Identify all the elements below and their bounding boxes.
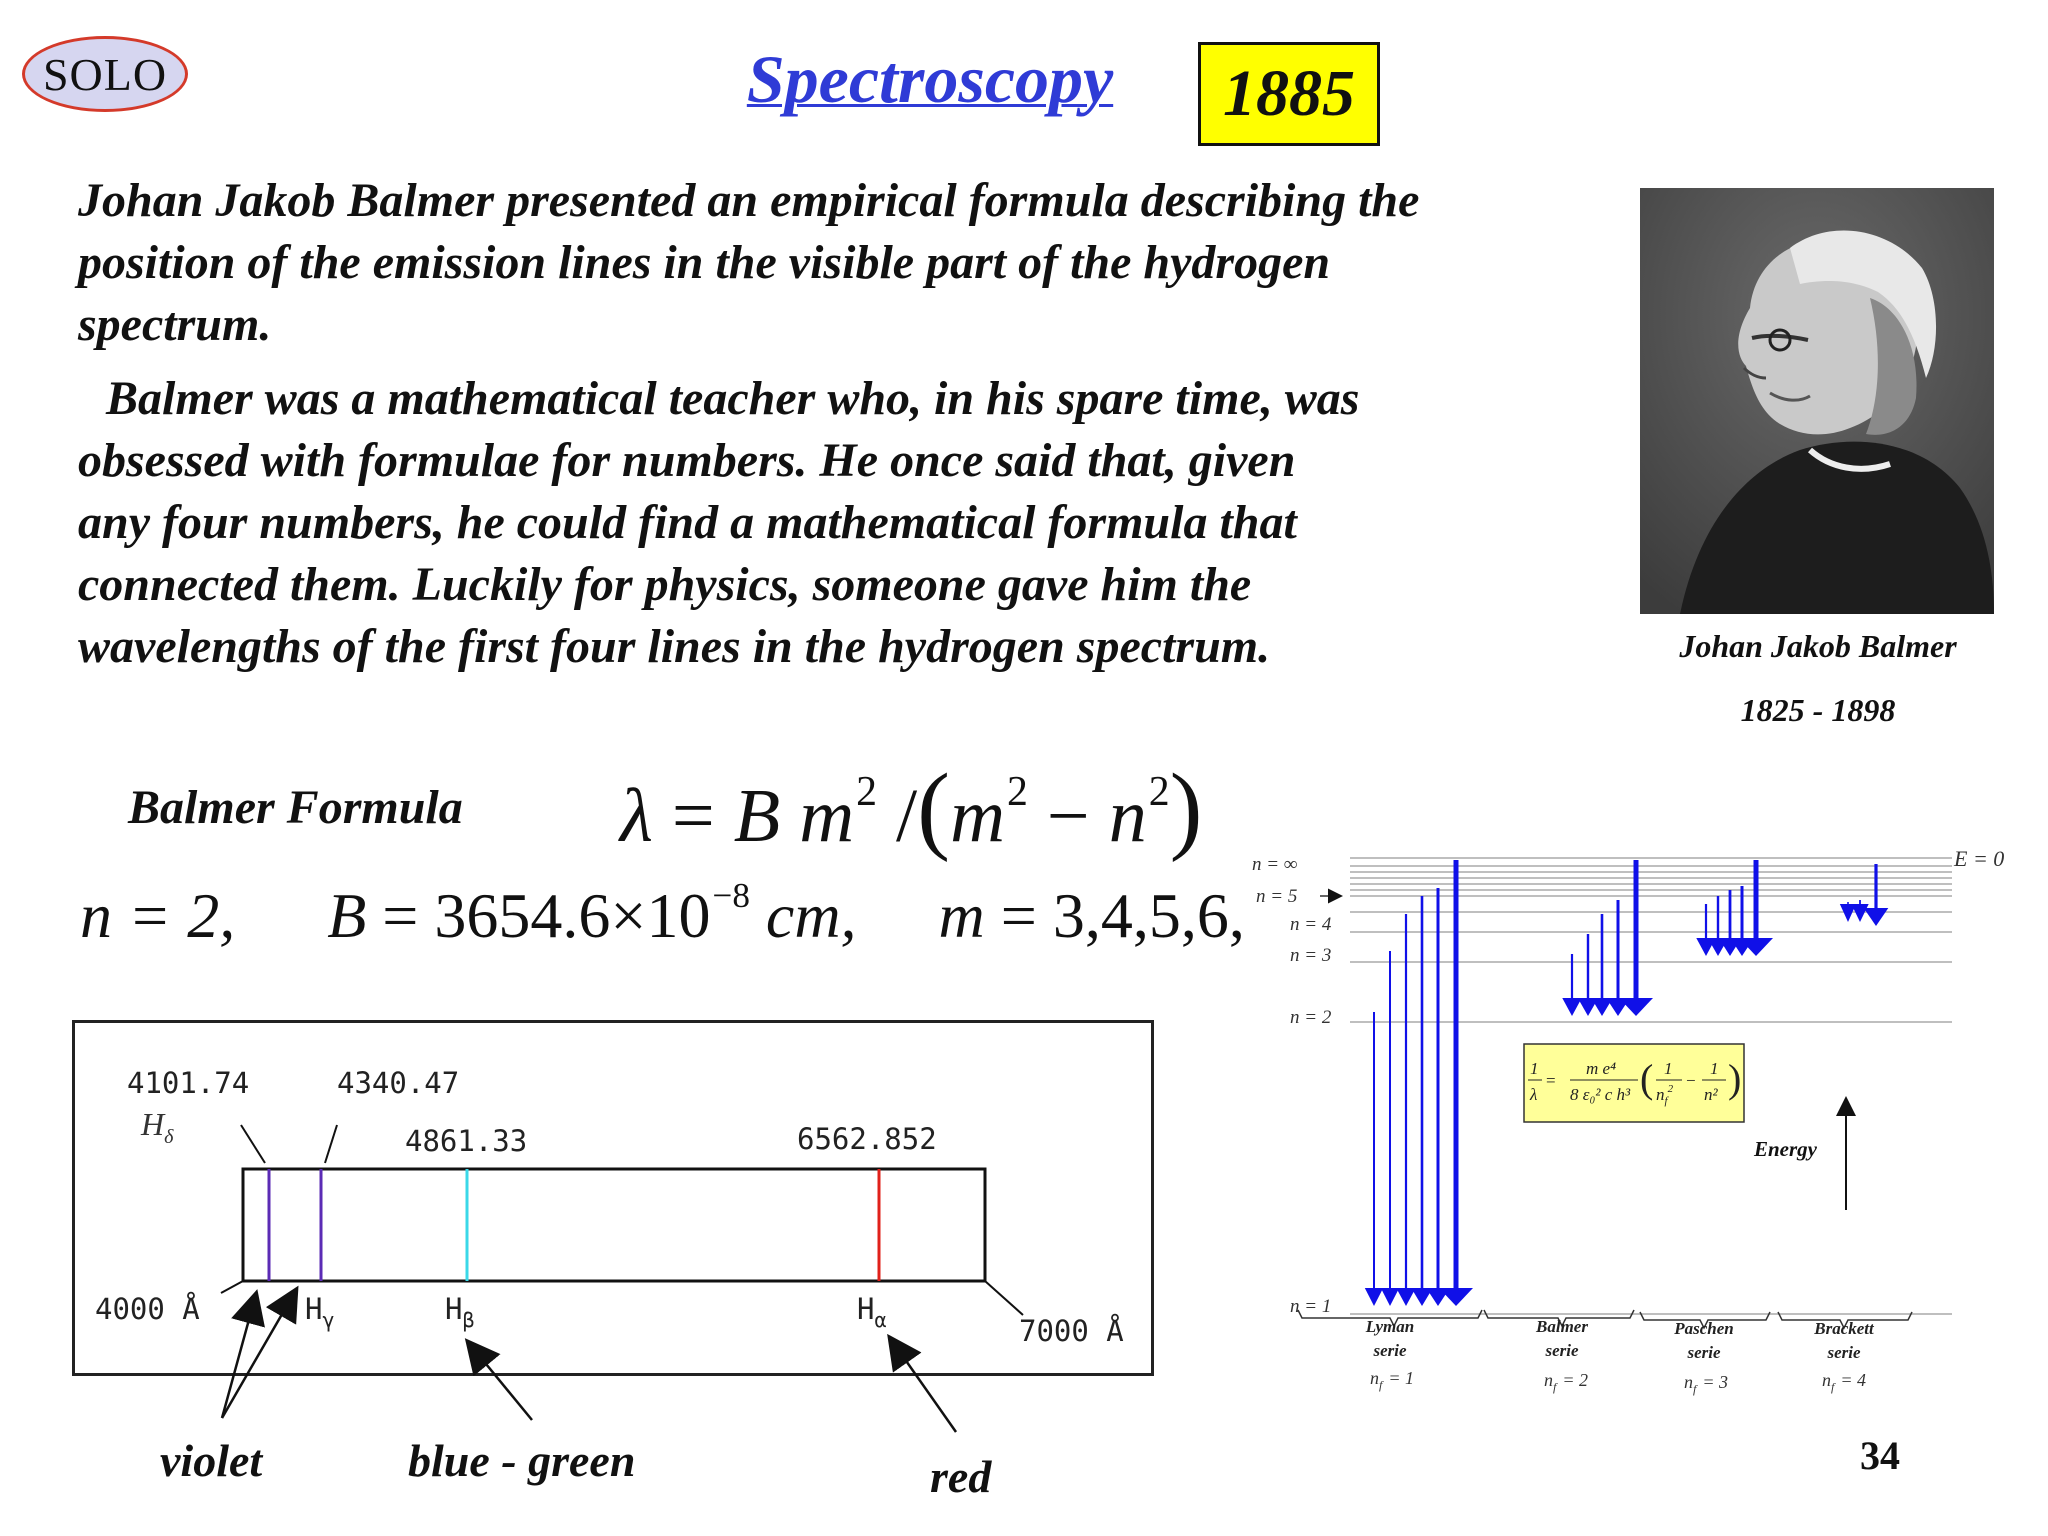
- energy-axis-label: Energy: [1754, 1137, 1817, 1161]
- h-gamma-sub: γ: [322, 1308, 335, 1332]
- balmer-transition-arrow-head: [1562, 998, 1581, 1016]
- series-name: Lyman: [1365, 1317, 1415, 1336]
- level-label: n = ∞: [1252, 854, 1298, 875]
- level-label: n = 4: [1290, 914, 1332, 935]
- b-symbol: B: [733, 774, 781, 858]
- energy-zero-label: E = 0: [1954, 846, 2005, 871]
- exponent: 2: [1148, 769, 1170, 816]
- series-name: Brackett: [1814, 1319, 1874, 1338]
- m-symbol: m: [799, 774, 855, 858]
- minus-sign: −: [1046, 774, 1090, 858]
- rydberg-f2-num: 1: [1710, 1059, 1719, 1078]
- b-parameter-value: = 3654.6×10: [382, 879, 711, 951]
- h-alpha-sub: α: [874, 1308, 887, 1332]
- m-symbol: m: [950, 774, 1005, 858]
- violet-label: violet: [160, 1435, 263, 1486]
- violet-arrow: [222, 1294, 256, 1418]
- balmer-paragraph-line: obsessed with formulae for numbers. He once said that, given: [78, 434, 1296, 487]
- brackett-transition-arrow-head: [1851, 904, 1868, 922]
- h-delta-label: H: [141, 1106, 165, 1142]
- series-nf-value: = 4: [1840, 1370, 1866, 1390]
- lambda-symbol: λ: [620, 774, 653, 858]
- m-parameter-value: = 3,4,5,6,: [1000, 879, 1245, 951]
- open-paren: (: [917, 754, 951, 863]
- b-parameter-symbol: B: [327, 879, 367, 951]
- series-nf-sub: f: [1379, 1378, 1383, 1392]
- blue-green-label: blue - green: [408, 1435, 636, 1486]
- range-start-label: 4000 Å: [95, 1292, 200, 1326]
- intro-paragraph: Johan Jakob Balmer presented an empirical formula describing the position of the emission lines in the visible part of the hydrogen spectrum.: [78, 174, 1420, 351]
- wavelength-label: 4101.74: [127, 1066, 250, 1100]
- rydberg-lhs-num: 1: [1530, 1059, 1539, 1078]
- lyman-transition-arrow-head: [1439, 1288, 1473, 1306]
- year-label: 1885: [1223, 57, 1355, 130]
- m-parameter-symbol: m: [938, 879, 985, 951]
- rydberg-lhs-den: λ: [1530, 1085, 1538, 1104]
- level-label: n = 1: [1290, 1296, 1332, 1317]
- slide-title[interactable]: Spectroscopy: [746, 41, 1114, 117]
- wavelength-label: 6562.852: [797, 1122, 937, 1156]
- series-word: serie: [1827, 1343, 1861, 1362]
- series-nf-value: = 2: [1562, 1370, 1588, 1390]
- svg-text:nf= 4: [1822, 1370, 1866, 1394]
- series-word: serie: [1373, 1341, 1407, 1360]
- h-beta-label: H: [445, 1292, 463, 1326]
- red-arrow: [890, 1338, 956, 1432]
- rydberg-den: 8 ε₀² c h³: [1570, 1085, 1631, 1104]
- page-number: 34: [1860, 1433, 1900, 1478]
- wavelength-label: 4340.47: [337, 1066, 460, 1100]
- rydberg-f1-sup: 2: [1667, 1083, 1674, 1095]
- n-symbol: n: [1108, 774, 1147, 858]
- level-label: n = 3: [1290, 945, 1332, 966]
- series-word: serie: [1545, 1341, 1579, 1360]
- b-parameter-unit: cm,: [765, 879, 857, 951]
- rydberg-close-paren: ): [1728, 1056, 1742, 1101]
- balmer-transition-arrow-head: [1619, 998, 1653, 1016]
- rydberg-num: m e⁴: [1586, 1059, 1616, 1078]
- balmer-paragraph-line: connected them. Luckily for physics, someone gave him the: [78, 558, 1252, 611]
- series-name: Balmer: [1536, 1317, 1588, 1336]
- level-label: n = 5: [1256, 886, 1298, 907]
- range-end-label: 7000 Å: [1019, 1314, 1124, 1348]
- formula-label: Balmer Formula: [128, 781, 463, 834]
- series-nf-sub: f: [1831, 1380, 1835, 1394]
- h-alpha-label: H: [857, 1292, 875, 1326]
- solo-label: SOLO: [42, 48, 168, 100]
- energy-level-diagram: [1240, 830, 2020, 1410]
- lyman-transition-arrow-head: [1396, 1288, 1415, 1306]
- series-nf-value: = 1: [1388, 1368, 1414, 1388]
- series-nf: n: [1822, 1370, 1831, 1390]
- lyman-transition-arrow-head: [1365, 1288, 1383, 1306]
- svg-text:nf= 3: [1684, 1372, 1728, 1396]
- svg-text:nf= 2: [1544, 1370, 1588, 1394]
- n-parameter: n = 2,: [80, 879, 236, 951]
- rydberg-f1-den: n: [1656, 1085, 1665, 1104]
- series-nf-sub: f: [1693, 1382, 1697, 1396]
- series-word: serie: [1687, 1343, 1721, 1362]
- wavelength-label: 4861.33: [405, 1124, 528, 1158]
- close-paren: ): [1169, 754, 1203, 863]
- lyman-transition-arrow-head: [1381, 1288, 1399, 1306]
- balmer-paragraph-line: wavelengths of the first four lines in the hydrogen spectrum.: [78, 620, 1271, 673]
- rydberg-formula-box: [1524, 1044, 1744, 1122]
- level-label: n = 2: [1290, 1007, 1332, 1028]
- brackett-transition-arrow-head: [1864, 908, 1889, 926]
- portrait-caption-name: Johan Jakob Balmer: [1679, 628, 1957, 664]
- portrait-caption-dates: 1825 - 1898: [1740, 692, 1896, 728]
- exponent: 2: [1006, 769, 1028, 816]
- h-gamma-label: H: [305, 1292, 323, 1326]
- exponent: 2: [856, 769, 878, 816]
- rydberg-f2-den: n²: [1704, 1085, 1718, 1104]
- equals-sign: =: [671, 774, 715, 858]
- rydberg-minus: −: [1686, 1071, 1696, 1090]
- rydberg-eq: =: [1546, 1071, 1556, 1090]
- series-nf: n: [1684, 1372, 1693, 1392]
- svg-text:nf= 1: [1370, 1368, 1414, 1392]
- series-nf-value: = 3: [1702, 1372, 1728, 1392]
- violet-arrow: [222, 1290, 296, 1418]
- series-nf: n: [1544, 1370, 1553, 1390]
- series-nf: n: [1370, 1368, 1379, 1388]
- red-label: red: [930, 1451, 992, 1502]
- series-nf-sub: f: [1553, 1380, 1557, 1394]
- rydberg-f1-num: 1: [1664, 1059, 1673, 1078]
- balmer-paragraph-line: any four numbers, he could find a mathematical formula that: [78, 496, 1297, 549]
- series-name: Paschen: [1674, 1319, 1734, 1338]
- h-delta-sub: δ: [164, 1126, 174, 1148]
- blue-green-arrow: [468, 1342, 532, 1420]
- b-parameter-exponent: −8: [712, 876, 750, 915]
- rydberg-open-paren: (: [1640, 1056, 1654, 1101]
- slash-sign: /: [896, 774, 918, 858]
- rydberg-f1-sub: f: [1664, 1095, 1668, 1107]
- balmer-paragraph-line: Balmer was a mathematical teacher who, in his spare time, was: [106, 372, 1360, 425]
- h-beta-sub: β: [462, 1308, 475, 1332]
